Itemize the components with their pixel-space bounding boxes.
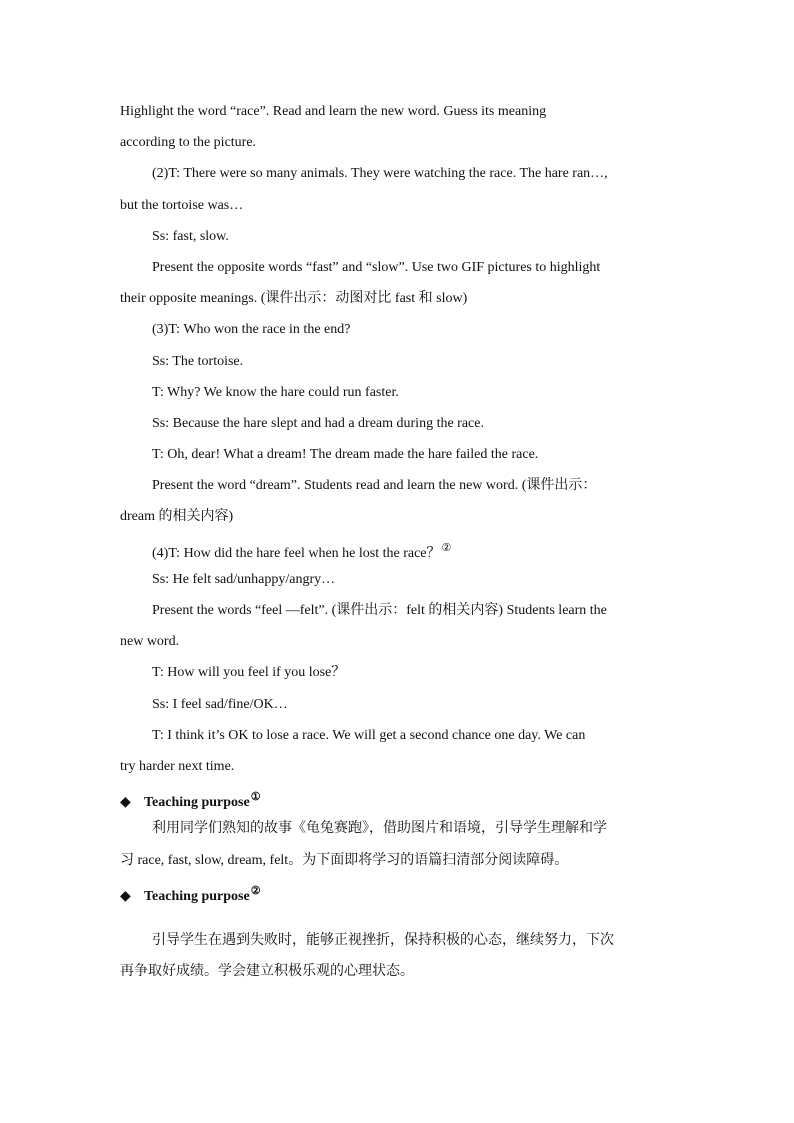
dialogue-line: Ss: Because the hare slept and had a dream during the race.	[152, 415, 484, 431]
text-line: Highlight the word “race”. Read and learn the new word. Guess its meaning	[120, 104, 547, 119]
dialogue-line: T: Why? We know the hare could run faster.	[152, 384, 399, 400]
dialogue-line: Ss: The tortoise.	[152, 353, 244, 369]
text-line: dream 的相关内容)	[120, 509, 234, 525]
footnote-mark: ②	[250, 884, 261, 897]
dialogue-line: T: Oh, dear! What a dream! The dream made the hare failed the race.	[152, 447, 539, 463]
text-line: new word.	[120, 634, 180, 650]
text-line: according to the picture.	[120, 135, 257, 151]
text-line: try harder next time.	[120, 758, 235, 774]
purpose-text: 引导学生在遇到失败时，能够正视挫折，保持积极的心态，继续努力，下次	[152, 932, 614, 948]
dialogue-text: (4)T: How did the hare feel when he lost the race？	[152, 545, 441, 561]
footnote-mark: ①	[250, 791, 261, 804]
dialogue-line: (3)T: Who won the race in the end?	[152, 322, 351, 338]
dialogue-line: Ss: I feel sad/fine/OK…	[152, 696, 288, 712]
text-line: Present the word “dream”. Students read and learn the new word. (课件出示：	[152, 478, 597, 494]
text-line: Present the words “feel —felt”. (课件出示：felt 的相关内容) Students learn the	[152, 603, 607, 618]
diamond-bullet-icon: ◆	[120, 888, 131, 904]
dialogue-line: T: I think it’s OK to lose a race. We will get a second chance one day. We can	[152, 727, 586, 743]
dialogue-line: Ss: He felt sad/unhappy/angry…	[152, 571, 336, 587]
dialogue-line: Ss: fast, slow.	[152, 228, 229, 244]
text-line: their opposite meanings. (课件出示：动图对比 fast 和 slow)	[120, 291, 468, 307]
diamond-bullet-icon: ◆	[120, 795, 131, 811]
teaching-purpose-heading	[120, 782, 680, 813]
spacer	[120, 907, 680, 925]
lesson-body	[120, 96, 680, 987]
heading-text: Teaching purpose	[144, 888, 250, 904]
dialogue-line: T: How will you feel if you lose？	[152, 665, 346, 681]
dialogue-line: (2)T: There were so many animals. They were watching the race. The hare ran…,	[152, 166, 608, 182]
text-line: Present the opposite words “fast” and “slow”. Use two GIF pictures to highlight	[152, 259, 601, 275]
text-line: but the tortoise was…	[120, 197, 244, 213]
footnote-mark: ②	[441, 541, 452, 554]
purpose-text: 再争取好成绩。学会建立积极乐观的心理状态。	[120, 964, 414, 980]
heading-text: Teaching purpose	[144, 795, 250, 811]
teaching-purpose-heading	[120, 876, 680, 907]
purpose-text: 利用同学们熟知的故事《龟兔赛跑》，借助图片和语境，引导学生理解和学	[152, 821, 607, 837]
purpose-text: 习 race, fast, slow, dream, felt。为下面即将学习的语篇扫清部分阅读障碍。	[120, 852, 569, 868]
dialogue-line	[120, 533, 680, 564]
